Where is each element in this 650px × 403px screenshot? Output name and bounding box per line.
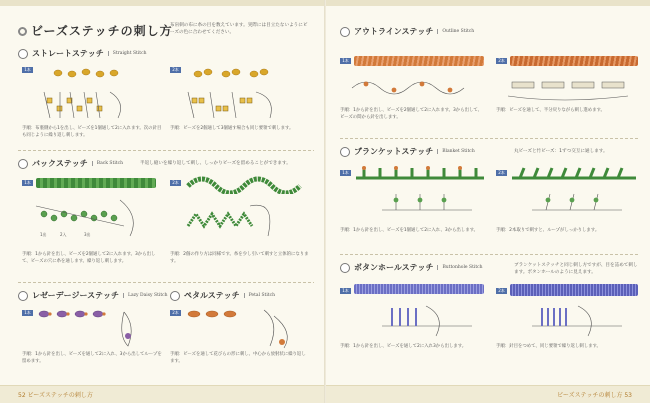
ring-icon xyxy=(18,159,28,169)
label-2hon: 2本 xyxy=(496,288,507,294)
svg-text:1出: 1出 xyxy=(40,232,47,237)
buttonhole-sample-2 xyxy=(510,284,638,296)
section-heading-blanket xyxy=(340,146,475,157)
label-1hon: 1本 xyxy=(340,288,351,294)
title-ring-icon xyxy=(18,27,27,36)
back-stitch-diagram-1 xyxy=(30,196,160,252)
section-divider xyxy=(340,138,638,139)
petal-stitch-diagram xyxy=(184,306,314,352)
section-heading-petal xyxy=(170,290,275,301)
ring-icon xyxy=(18,49,28,59)
section-divider xyxy=(18,282,314,283)
section-heading-straight xyxy=(18,48,147,59)
section-name-en: Petal Stitch xyxy=(244,293,275,298)
caption-straight-1: 手順：布裏側から1を出し、ビーズを1個通して2に入れます。次の針目も同じように繰り返し刺します。 xyxy=(22,126,162,138)
outline-sample-2 xyxy=(510,56,638,66)
caption-lazy-daisy: 手順：1から針を出し、ビーズを通して2に入れ、3から出してループを留めます。 xyxy=(22,352,162,364)
section-name: ペタルステッチ xyxy=(184,291,240,300)
label-1hon: 1本 xyxy=(22,180,33,186)
caption-petal: 手順：ビーズを通して花びらの形に刺し、中心から放射状に繰り返します。 xyxy=(170,352,306,364)
label-1hon: 1本 xyxy=(340,58,351,64)
section-name-en: Straight Stitch xyxy=(108,51,147,56)
caption-buttonhole-2: 手順：針目をつめて、同じ要領で繰り返し刺します。 xyxy=(496,344,601,349)
back-stitch-sample-1 xyxy=(36,178,156,188)
label-2hon: 2本 xyxy=(496,58,507,64)
section-name: レゼーデージーステッチ xyxy=(32,291,119,300)
blanket-sample-2 xyxy=(510,164,640,184)
top-band xyxy=(326,0,650,6)
section-name-en: Back Stitch xyxy=(92,161,123,166)
back-stitch-sample-2 xyxy=(184,174,314,194)
buttonhole-note: ブランケットステッチと同じ刺し方ですが、目を詰めて刺します。ボタンホールのように見えます。 xyxy=(514,263,638,275)
ring-icon xyxy=(340,263,350,273)
outline-diagram-2 xyxy=(502,70,642,106)
left-page-number: 52 ビーズステッチの刺し方 xyxy=(18,392,93,399)
blanket-sample-1 xyxy=(354,164,488,184)
section-divider xyxy=(340,254,638,255)
caption-buttonhole-1: 手順：1から針を出し、ビーズを通して2に入れ3から出します。 xyxy=(340,344,467,349)
label-2hon: 2本 xyxy=(170,180,181,186)
section-name-en: Lazy Daisy Stitch xyxy=(123,293,168,298)
left-page xyxy=(0,0,324,403)
section-name: ボタンホールステッチ xyxy=(354,263,434,272)
svg-text:2入: 2入 xyxy=(60,232,67,237)
blanket-diagram-1 xyxy=(376,186,486,226)
label-2hon: 2本 xyxy=(170,310,181,316)
section-name: バックステッチ xyxy=(32,159,88,168)
straight-stitch-diagram-2 xyxy=(180,62,310,126)
blanket-note: 丸ビーズと竹ビーズ：1ずつ交互に通します。 xyxy=(514,149,608,154)
caption-blanket-1: 手順：1から針を出し、ビーズを1個通して2に入れ、3から出します。 xyxy=(340,228,479,233)
ring-icon xyxy=(170,291,180,301)
top-band xyxy=(0,0,324,6)
page-title-text: ビーズステッチの刺し方 xyxy=(31,24,173,38)
intro-note: 布帛刺の布に糸の目を数えています。実際には目立たないようにビーズの色に合わせてください。 xyxy=(170,23,308,35)
section-heading-lazy-daisy xyxy=(18,290,168,301)
straight-stitch-diagram-1 xyxy=(30,62,150,126)
label-1hon: 1本 xyxy=(340,170,351,176)
lazy-daisy-diagram xyxy=(36,306,156,352)
ring-icon xyxy=(340,27,350,37)
label-2hon: 2本 xyxy=(496,170,507,176)
outline-sample-1 xyxy=(354,56,484,66)
section-name: アウトラインステッチ xyxy=(354,27,434,36)
blanket-diagram-2 xyxy=(526,186,636,226)
section-name-en: Buttonhole Stitch xyxy=(437,265,482,270)
section-name-en: Outline Stitch xyxy=(437,29,474,34)
section-name: ブランケットステッチ xyxy=(354,147,434,156)
section-name: ストレートステッチ xyxy=(32,49,104,58)
section-name-en: Blanket Stitch xyxy=(437,149,475,154)
ring-icon xyxy=(18,291,28,301)
section-divider xyxy=(18,150,314,151)
back-stitch-diagram-2 xyxy=(180,196,310,252)
svg-text:3出: 3出 xyxy=(84,232,91,237)
section-heading-outline xyxy=(340,26,474,37)
right-page xyxy=(326,0,650,403)
back-stitch-note: 半返し縫いを繰り返して刺し、しっかりビーズを留めることができます。 xyxy=(140,161,291,166)
buttonhole-diagram-1 xyxy=(376,300,486,340)
section-heading-back xyxy=(18,158,123,169)
label-1hon: 1本 xyxy=(22,310,33,316)
section-heading-buttonhole xyxy=(340,262,483,273)
caption-straight-2: 手順：ビーズを2個通して3個通す場合も同じ要領で刺します。 xyxy=(170,126,294,131)
buttonhole-sample-1 xyxy=(354,284,484,294)
caption-back-1: 手順：1から針を出し、ビーズを2個通して2に入れます。3から出して、ビーズの穴に糸を通します。繰り返し刺します。 xyxy=(22,252,156,264)
outline-diagram-1 xyxy=(346,70,486,106)
page-title xyxy=(18,22,173,39)
caption-blanket-2: 手順：2本取りで刺すと、ループがしっかりします。 xyxy=(496,228,600,233)
caption-outline-2: 手順：ビーズを通して、半分戻りながら刺し進めます。 xyxy=(496,108,605,113)
caption-back-2: 手順：2個の作り方は同様です。糸を少し引いて刺すと立体的になります。 xyxy=(170,252,309,264)
label-1hon: 1本 xyxy=(22,67,33,73)
caption-outline-1: 手順：1から針を出し、ビーズを2個通して2に入れます。3から出して、ビーズの間から針を出します。 xyxy=(340,108,483,120)
label-2hon: 2本 xyxy=(170,67,181,73)
right-page-number: ビーズステッチの刺し方 53 xyxy=(557,392,632,399)
ring-icon xyxy=(340,147,350,157)
buttonhole-diagram-2 xyxy=(526,300,636,340)
